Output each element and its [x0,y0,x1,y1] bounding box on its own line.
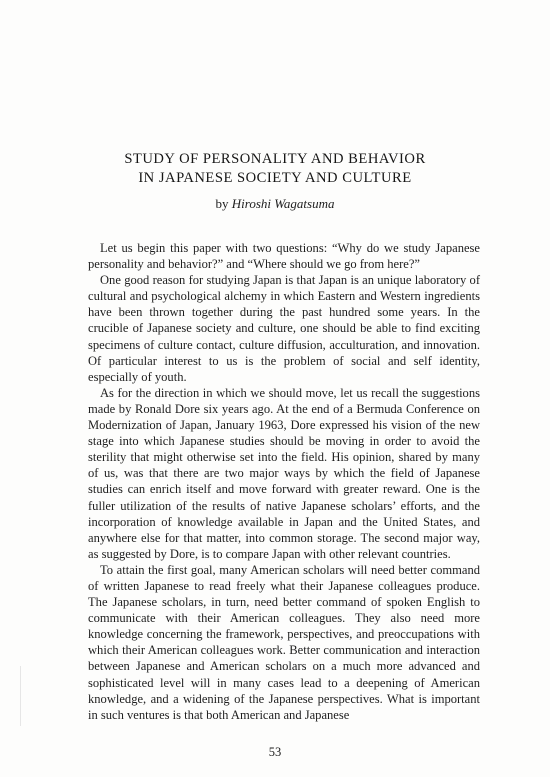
page-number: 53 [268,745,282,759]
paragraph-1: Let us begin this paper with two questions: “Why do we study Japanese personality and behavior?” and “Where should we go from here?” [88,241,480,272]
article-title-line-1: STUDY OF PERSONALITY AND BEHAVIOR [124,151,426,167]
paragraph-4: To attain the first goal, many American scholars will need better command of written Japanese to read freely what their Japanese colleagues produce. The Japanese scholars, in turn, need better command of spoken English to communicate with their American colleagues. They also need more knowledge concerning the framework, perspectives, and preoccupations with which their American colleagues work. Better communication and interaction between Japanese and American scholars on a much more advanced and sophisticated level will in many cases lead to a deepening of American knowledge, and a widening of the Japanese perspectives. What is important in such ventures is that both American and Japanese [88,562,480,722]
article-body [88,240,480,723]
article-title-line-2: IN JAPANESE SOCIETY AND CULTURE [138,170,412,186]
scan-margin-mark [20,666,21,726]
author-name: Hiroshi Wagatsuma [231,196,335,211]
paragraph-3: As for the direction in which we should move, let us recall the suggestions made by Ronald Dore six years ago. At the end of a Bermuda Conference on Modernization of Japan, January 1963, Dore expressed his vision of the new stage into which Japanese studies should be moving in order to avoid the sterility that might otherwise set into the field. His opinion, shared by many of us, was that there are two major ways by which the field of Japanese studies can enrich itself and move forward with greater reward. One is the fuller utilization of the results of native Japanese scholars’ efforts, and the incorporation of knowledge available in Japan and the United States, and anywhere else for that matter, into common storage. The second major way, as suggested by Dore, is to compare Japan with other relevant countries. [88,385,480,561]
paragraph-2: One good reason for studying Japan is that Japan is an unique laboratory of cultural and psychological alchemy in which Eastern and Western ingredients have been thrown together during the past hundred some years. In the crucible of Japanese society and culture, one should be able to find exciting specimens of culture contact, culture diffusion, acculturation, and innovation. Of particular interest to us is the problem of social and self identity, especially of youth. [88,273,480,384]
byline [0,196,550,212]
byline-prefix: by [215,196,229,211]
